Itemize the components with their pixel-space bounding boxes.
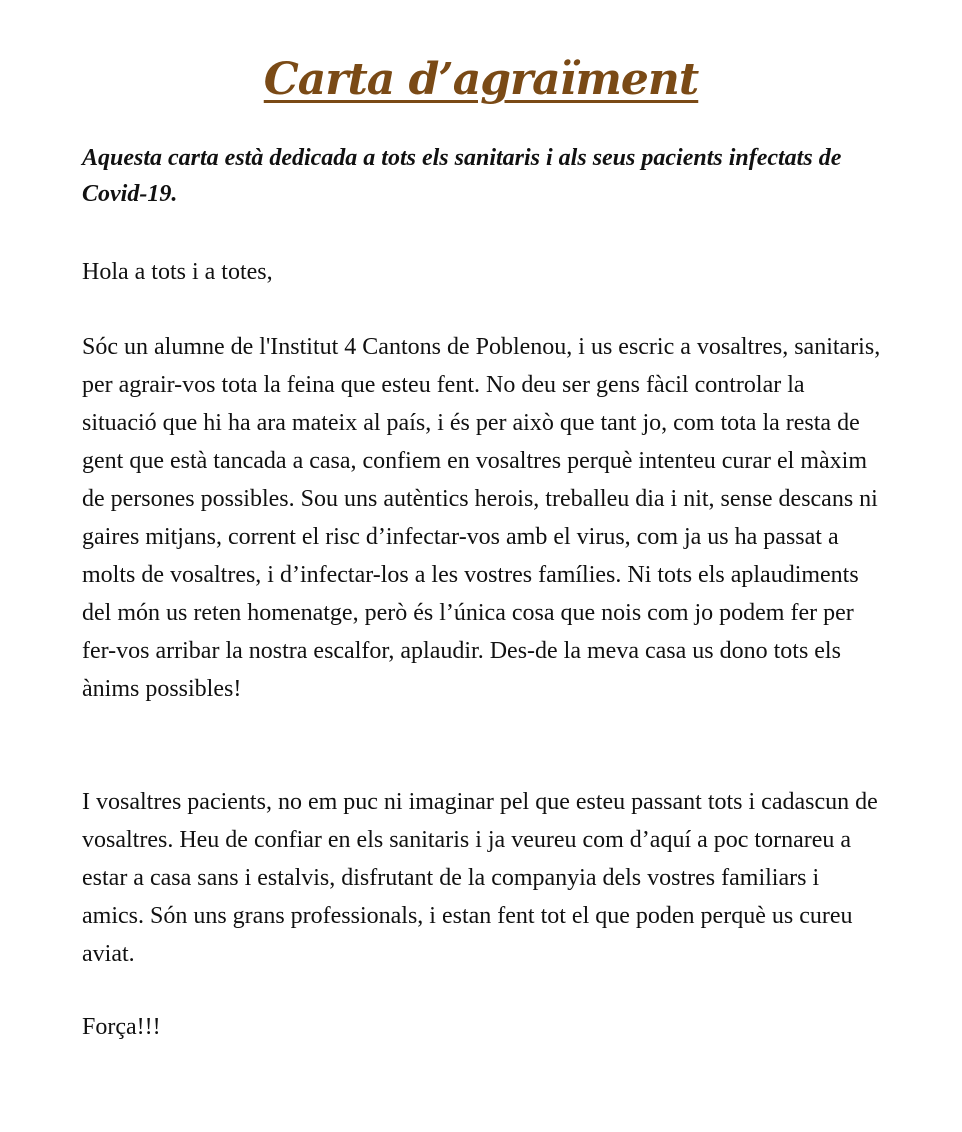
body-paragraph-2: I vosaltres pacients, no em puc ni imaginar pel que esteu passant tots i cadascun de vosaltres. Heu de confiar en els sanitaris i ja veureu com d’aquí a poc tornareu a estar a casa sans i estalvis, disfrutant de la companyia dels vostres familiars i amics. Són uns grans professionals, i estan fent tot el que poden perquè us cureu aviat. xyxy=(82,789,878,967)
dedication-text: Aquesta carta està dedicada a tots els sanitaris i als seus pacients infectats de Covid-19. xyxy=(82,145,842,207)
page-title: Carta d’agraïment xyxy=(263,54,699,105)
closing-text: Força!!! xyxy=(82,1014,161,1040)
greeting-text: Hola a tots i a totes, xyxy=(82,259,273,285)
body-paragraph-1: Sóc un alumne de l'Institut 4 Cantons de Poblenou, i us escric a vosaltres, sanitaris, per agrair-vos tota la feina que esteu fent. No deu ser gens fàcil controlar la situació que hi ha ara mateix al país, i és per això que tant jo, com tota la resta de gent que està tancada a casa, confiem en vosaltres perquè intenteu curar el màxim de persones possibles. Sou uns autèntics herois, treballeu dia i nit, sense descans ni gaires mitjans, corrent el risc d’infectar-vos amb el virus, com ja us ha passat a molts de vosaltres, i d’infectar-los a les vostres famílies. Ni tots els aplaudiments del món us reten homenatge, però és l’única cosa que nois com jo podem fer per fer-vos arribar la nostra escalfor, aplaudir. Des-de la meva casa us dono tots els ànims possibles! xyxy=(82,334,881,702)
